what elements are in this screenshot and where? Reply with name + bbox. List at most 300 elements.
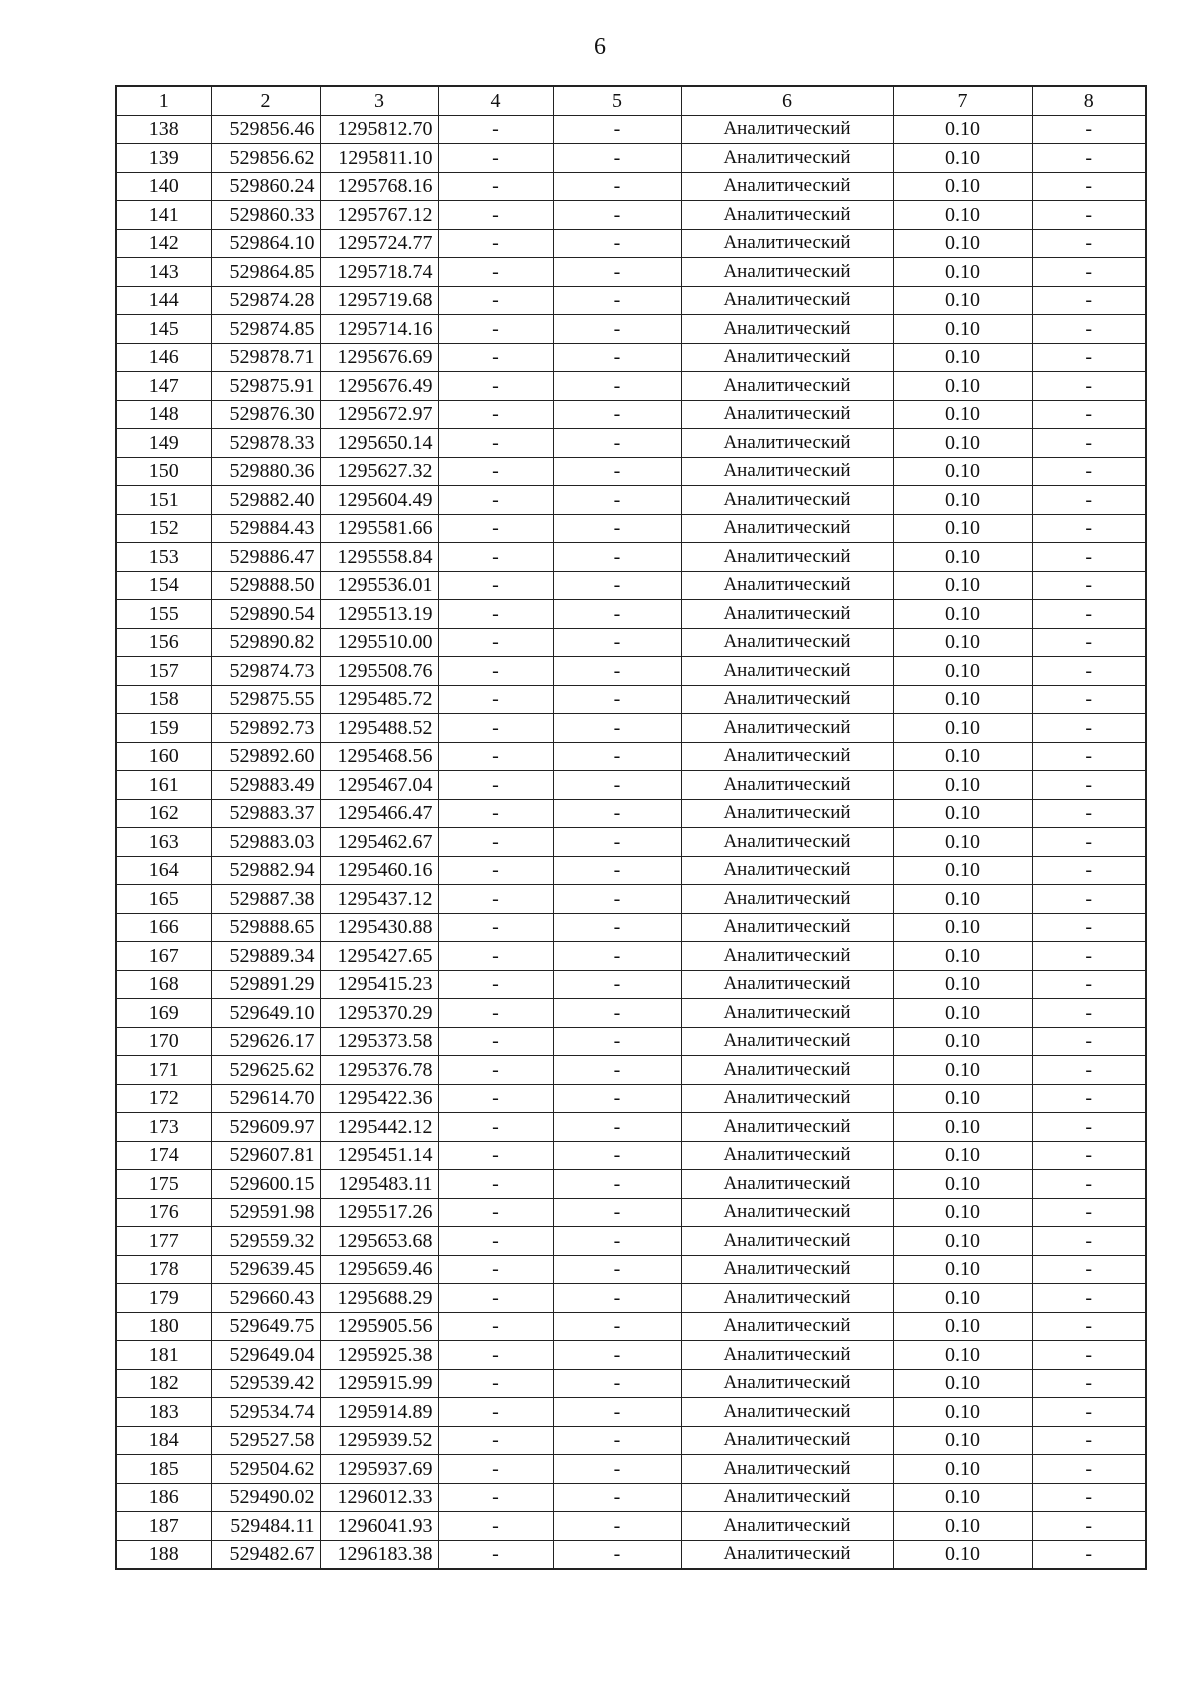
- col-4-value-cell: -: [438, 1284, 553, 1313]
- method-cell: Аналитический: [681, 457, 893, 486]
- point-number-cell: 183: [116, 1398, 211, 1427]
- coord-y-cell: 1295415.23: [320, 970, 438, 999]
- coord-y-cell: 1295768.16: [320, 172, 438, 201]
- point-number-cell: 162: [116, 799, 211, 828]
- column-header-4: 4: [438, 86, 553, 115]
- col-8-value-cell: -: [1032, 1512, 1146, 1541]
- col-4-value-cell: -: [438, 1056, 553, 1085]
- table-row: [116, 543, 1146, 572]
- col-8-value-cell: -: [1032, 1056, 1146, 1085]
- coord-y-cell: 1296041.93: [320, 1512, 438, 1541]
- col-5-value-cell: -: [553, 1455, 681, 1484]
- col-8-value-cell: -: [1032, 970, 1146, 999]
- accuracy-cell: 0.10: [893, 400, 1032, 429]
- col-8-value-cell: -: [1032, 1341, 1146, 1370]
- point-number-cell: 151: [116, 486, 211, 515]
- col-4-value-cell: -: [438, 771, 553, 800]
- coord-y-cell: 1295485.72: [320, 685, 438, 714]
- col-4-value-cell: -: [438, 657, 553, 686]
- col-5-value-cell: -: [553, 1483, 681, 1512]
- coord-x-cell: 529876.30: [211, 400, 320, 429]
- coord-x-cell: 529888.65: [211, 913, 320, 942]
- method-cell: Аналитический: [681, 315, 893, 344]
- coord-y-cell: 1295915.99: [320, 1369, 438, 1398]
- accuracy-cell: 0.10: [893, 1483, 1032, 1512]
- col-8-value-cell: -: [1032, 742, 1146, 771]
- coord-y-cell: 1295811.10: [320, 144, 438, 173]
- coord-x-cell: 529626.17: [211, 1027, 320, 1056]
- accuracy-cell: 0.10: [893, 429, 1032, 458]
- col-4-value-cell: -: [438, 1540, 553, 1569]
- table-row: [116, 600, 1146, 629]
- coord-y-cell: 1295914.89: [320, 1398, 438, 1427]
- method-cell: Аналитический: [681, 514, 893, 543]
- coord-y-cell: 1296183.38: [320, 1540, 438, 1569]
- table-row: [116, 628, 1146, 657]
- coord-y-cell: 1295468.56: [320, 742, 438, 771]
- method-cell: Аналитический: [681, 714, 893, 743]
- accuracy-cell: 0.10: [893, 1084, 1032, 1113]
- coord-y-cell: 1295812.70: [320, 115, 438, 144]
- accuracy-cell: 0.10: [893, 799, 1032, 828]
- accuracy-cell: 0.10: [893, 286, 1032, 315]
- col-5-value-cell: -: [553, 1255, 681, 1284]
- accuracy-cell: 0.10: [893, 571, 1032, 600]
- table-header-row: [116, 86, 1146, 115]
- table-row: [116, 400, 1146, 429]
- accuracy-cell: 0.10: [893, 970, 1032, 999]
- accuracy-cell: 0.10: [893, 201, 1032, 230]
- table-row: [116, 486, 1146, 515]
- table-row: [116, 913, 1146, 942]
- coord-x-cell: 529625.62: [211, 1056, 320, 1085]
- accuracy-cell: 0.10: [893, 1426, 1032, 1455]
- method-cell: Аналитический: [681, 1284, 893, 1313]
- table-row: [116, 714, 1146, 743]
- method-cell: Аналитический: [681, 771, 893, 800]
- point-number-cell: 171: [116, 1056, 211, 1085]
- col-5-value-cell: -: [553, 457, 681, 486]
- point-number-cell: 164: [116, 856, 211, 885]
- point-number-cell: 172: [116, 1084, 211, 1113]
- table-row: [116, 1198, 1146, 1227]
- accuracy-cell: 0.10: [893, 343, 1032, 372]
- point-number-cell: 163: [116, 828, 211, 857]
- point-number-cell: 160: [116, 742, 211, 771]
- col-5-value-cell: -: [553, 1426, 681, 1455]
- col-4-value-cell: -: [438, 229, 553, 258]
- coord-y-cell: 1296012.33: [320, 1483, 438, 1512]
- accuracy-cell: 0.10: [893, 457, 1032, 486]
- point-number-cell: 176: [116, 1198, 211, 1227]
- coord-x-cell: 529539.42: [211, 1369, 320, 1398]
- accuracy-cell: 0.10: [893, 1540, 1032, 1569]
- col-5-value-cell: -: [553, 657, 681, 686]
- col-5-value-cell: -: [553, 1084, 681, 1113]
- col-8-value-cell: -: [1032, 942, 1146, 971]
- coord-y-cell: 1295650.14: [320, 429, 438, 458]
- table-row: [116, 942, 1146, 971]
- point-number-cell: 148: [116, 400, 211, 429]
- col-5-value-cell: -: [553, 1341, 681, 1370]
- method-cell: Аналитический: [681, 1056, 893, 1085]
- col-8-value-cell: -: [1032, 115, 1146, 144]
- column-header-5: 5: [553, 86, 681, 115]
- coord-x-cell: 529639.45: [211, 1255, 320, 1284]
- col-5-value-cell: -: [553, 144, 681, 173]
- method-cell: Аналитический: [681, 942, 893, 971]
- coord-x-cell: 529860.24: [211, 172, 320, 201]
- table-row: [116, 1084, 1146, 1113]
- coord-x-cell: 529609.97: [211, 1113, 320, 1142]
- method-cell: Аналитический: [681, 1483, 893, 1512]
- col-5-value-cell: -: [553, 571, 681, 600]
- accuracy-cell: 0.10: [893, 828, 1032, 857]
- point-number-cell: 139: [116, 144, 211, 173]
- method-cell: Аналитический: [681, 999, 893, 1028]
- coord-x-cell: 529892.60: [211, 742, 320, 771]
- table-row: [116, 201, 1146, 230]
- method-cell: Аналитический: [681, 343, 893, 372]
- col-5-value-cell: -: [553, 115, 681, 144]
- method-cell: Аналитический: [681, 1027, 893, 1056]
- col-4-value-cell: -: [438, 1455, 553, 1484]
- coord-y-cell: 1295719.68: [320, 286, 438, 315]
- col-5-value-cell: -: [553, 714, 681, 743]
- method-cell: Аналитический: [681, 429, 893, 458]
- col-5-value-cell: -: [553, 799, 681, 828]
- table-body: [116, 115, 1146, 1569]
- point-number-cell: 184: [116, 1426, 211, 1455]
- coord-y-cell: 1295373.58: [320, 1027, 438, 1056]
- accuracy-cell: 0.10: [893, 1227, 1032, 1256]
- accuracy-cell: 0.10: [893, 999, 1032, 1028]
- coord-x-cell: 529875.91: [211, 372, 320, 401]
- table-row: [116, 685, 1146, 714]
- col-4-value-cell: -: [438, 742, 553, 771]
- coord-x-cell: 529878.71: [211, 343, 320, 372]
- coord-x-cell: 529504.62: [211, 1455, 320, 1484]
- table-row: [116, 1227, 1146, 1256]
- col-4-value-cell: -: [438, 1113, 553, 1142]
- col-4-value-cell: -: [438, 400, 553, 429]
- point-number-cell: 147: [116, 372, 211, 401]
- coord-y-cell: 1295536.01: [320, 571, 438, 600]
- point-number-cell: 166: [116, 913, 211, 942]
- method-cell: Аналитический: [681, 1198, 893, 1227]
- coord-x-cell: 529875.55: [211, 685, 320, 714]
- column-header-8: 8: [1032, 86, 1146, 115]
- col-5-value-cell: -: [553, 771, 681, 800]
- col-5-value-cell: -: [553, 942, 681, 971]
- table-row: [116, 315, 1146, 344]
- coord-y-cell: 1295376.78: [320, 1056, 438, 1085]
- col-4-value-cell: -: [438, 1483, 553, 1512]
- col-5-value-cell: -: [553, 1198, 681, 1227]
- coord-x-cell: 529591.98: [211, 1198, 320, 1227]
- method-cell: Аналитический: [681, 1540, 893, 1569]
- point-number-cell: 179: [116, 1284, 211, 1313]
- col-8-value-cell: -: [1032, 771, 1146, 800]
- page-number: 6: [594, 34, 606, 60]
- accuracy-cell: 0.10: [893, 115, 1032, 144]
- col-4-value-cell: -: [438, 685, 553, 714]
- col-5-value-cell: -: [553, 856, 681, 885]
- coord-x-cell: 529856.46: [211, 115, 320, 144]
- method-cell: Аналитический: [681, 1255, 893, 1284]
- col-5-value-cell: -: [553, 315, 681, 344]
- coord-y-cell: 1295508.76: [320, 657, 438, 686]
- table-row: [116, 229, 1146, 258]
- accuracy-cell: 0.10: [893, 885, 1032, 914]
- coord-x-cell: 529660.43: [211, 1284, 320, 1313]
- col-8-value-cell: -: [1032, 571, 1146, 600]
- col-4-value-cell: -: [438, 1512, 553, 1541]
- method-cell: Аналитический: [681, 970, 893, 999]
- coord-y-cell: 1295925.38: [320, 1341, 438, 1370]
- coord-y-cell: 1295422.36: [320, 1084, 438, 1113]
- col-8-value-cell: -: [1032, 1398, 1146, 1427]
- point-number-cell: 156: [116, 628, 211, 657]
- col-8-value-cell: -: [1032, 1255, 1146, 1284]
- column-header-3: 3: [320, 86, 438, 115]
- col-4-value-cell: -: [438, 1027, 553, 1056]
- col-4-value-cell: -: [438, 714, 553, 743]
- point-number-cell: 155: [116, 600, 211, 629]
- col-4-value-cell: -: [438, 372, 553, 401]
- point-number-cell: 180: [116, 1312, 211, 1341]
- col-8-value-cell: -: [1032, 1483, 1146, 1512]
- method-cell: Аналитический: [681, 1170, 893, 1199]
- method-cell: Аналитический: [681, 856, 893, 885]
- coord-y-cell: 1295467.04: [320, 771, 438, 800]
- table-row: [116, 771, 1146, 800]
- col-8-value-cell: -: [1032, 1227, 1146, 1256]
- table-row: [116, 172, 1146, 201]
- col-5-value-cell: -: [553, 1312, 681, 1341]
- method-cell: Аналитический: [681, 1426, 893, 1455]
- table-row: [116, 343, 1146, 372]
- point-number-cell: 167: [116, 942, 211, 971]
- method-cell: Аналитический: [681, 258, 893, 287]
- col-4-value-cell: -: [438, 115, 553, 144]
- method-cell: Аналитический: [681, 229, 893, 258]
- method-cell: Аналитический: [681, 400, 893, 429]
- col-8-value-cell: -: [1032, 714, 1146, 743]
- coord-x-cell: 529484.11: [211, 1512, 320, 1541]
- col-8-value-cell: -: [1032, 1170, 1146, 1199]
- accuracy-cell: 0.10: [893, 486, 1032, 515]
- col-4-value-cell: -: [438, 201, 553, 230]
- coord-y-cell: 1295767.12: [320, 201, 438, 230]
- col-8-value-cell: -: [1032, 1284, 1146, 1313]
- col-4-value-cell: -: [438, 1312, 553, 1341]
- coord-x-cell: 529887.38: [211, 885, 320, 914]
- accuracy-cell: 0.10: [893, 1113, 1032, 1142]
- coord-y-cell: 1295430.88: [320, 913, 438, 942]
- coord-y-cell: 1295724.77: [320, 229, 438, 258]
- col-8-value-cell: -: [1032, 315, 1146, 344]
- coord-x-cell: 529864.85: [211, 258, 320, 287]
- table-row: [116, 1284, 1146, 1313]
- coord-x-cell: 529874.85: [211, 315, 320, 344]
- col-8-value-cell: -: [1032, 429, 1146, 458]
- point-number-cell: 150: [116, 457, 211, 486]
- col-5-value-cell: -: [553, 742, 681, 771]
- accuracy-cell: 0.10: [893, 229, 1032, 258]
- method-cell: Аналитический: [681, 571, 893, 600]
- col-4-value-cell: -: [438, 343, 553, 372]
- point-number-cell: 143: [116, 258, 211, 287]
- col-4-value-cell: -: [438, 1198, 553, 1227]
- col-4-value-cell: -: [438, 1227, 553, 1256]
- accuracy-cell: 0.10: [893, 543, 1032, 572]
- col-8-value-cell: -: [1032, 1312, 1146, 1341]
- point-number-cell: 153: [116, 543, 211, 572]
- col-8-value-cell: -: [1032, 1113, 1146, 1142]
- col-8-value-cell: -: [1032, 628, 1146, 657]
- table-row: [116, 1113, 1146, 1142]
- coord-y-cell: 1295558.84: [320, 543, 438, 572]
- accuracy-cell: 0.10: [893, 913, 1032, 942]
- table-row: [116, 856, 1146, 885]
- column-header-1: 1: [116, 86, 211, 115]
- coord-y-cell: 1295437.12: [320, 885, 438, 914]
- coord-y-cell: 1295510.00: [320, 628, 438, 657]
- table-row: [116, 1341, 1146, 1370]
- point-number-cell: 159: [116, 714, 211, 743]
- coord-x-cell: 529883.37: [211, 799, 320, 828]
- coord-x-cell: 529884.43: [211, 514, 320, 543]
- point-number-cell: 158: [116, 685, 211, 714]
- accuracy-cell: 0.10: [893, 600, 1032, 629]
- col-8-value-cell: -: [1032, 286, 1146, 315]
- coord-x-cell: 529888.50: [211, 571, 320, 600]
- method-cell: Аналитический: [681, 628, 893, 657]
- coord-y-cell: 1295905.56: [320, 1312, 438, 1341]
- col-5-value-cell: -: [553, 372, 681, 401]
- accuracy-cell: 0.10: [893, 628, 1032, 657]
- col-8-value-cell: -: [1032, 1141, 1146, 1170]
- method-cell: Аналитический: [681, 1369, 893, 1398]
- col-5-value-cell: -: [553, 685, 681, 714]
- col-4-value-cell: -: [438, 286, 553, 315]
- col-8-value-cell: -: [1032, 372, 1146, 401]
- col-5-value-cell: -: [553, 1056, 681, 1085]
- point-number-cell: 140: [116, 172, 211, 201]
- accuracy-cell: 0.10: [893, 1398, 1032, 1427]
- method-cell: Аналитический: [681, 486, 893, 515]
- col-4-value-cell: -: [438, 429, 553, 458]
- coord-x-cell: 529882.40: [211, 486, 320, 515]
- col-5-value-cell: -: [553, 400, 681, 429]
- accuracy-cell: 0.10: [893, 172, 1032, 201]
- coord-y-cell: 1295517.26: [320, 1198, 438, 1227]
- coord-y-cell: 1295451.14: [320, 1141, 438, 1170]
- col-5-value-cell: -: [553, 514, 681, 543]
- coord-x-cell: 529890.82: [211, 628, 320, 657]
- coord-y-cell: 1295604.49: [320, 486, 438, 515]
- col-5-value-cell: -: [553, 828, 681, 857]
- col-8-value-cell: -: [1032, 400, 1146, 429]
- table-row: [116, 429, 1146, 458]
- table-row: [116, 1455, 1146, 1484]
- coord-x-cell: 529490.02: [211, 1483, 320, 1512]
- col-5-value-cell: -: [553, 1027, 681, 1056]
- coord-x-cell: 529527.58: [211, 1426, 320, 1455]
- point-number-cell: 141: [116, 201, 211, 230]
- method-cell: Аналитический: [681, 172, 893, 201]
- coord-x-cell: 529614.70: [211, 1084, 320, 1113]
- table-row: [116, 1141, 1146, 1170]
- point-number-cell: 142: [116, 229, 211, 258]
- coord-x-cell: 529874.73: [211, 657, 320, 686]
- col-8-value-cell: -: [1032, 514, 1146, 543]
- col-8-value-cell: -: [1032, 799, 1146, 828]
- col-4-value-cell: -: [438, 828, 553, 857]
- method-cell: Аналитический: [681, 1398, 893, 1427]
- col-4-value-cell: -: [438, 1141, 553, 1170]
- accuracy-cell: 0.10: [893, 1141, 1032, 1170]
- col-4-value-cell: -: [438, 856, 553, 885]
- method-cell: Аналитический: [681, 913, 893, 942]
- coord-x-cell: 529886.47: [211, 543, 320, 572]
- col-4-value-cell: -: [438, 258, 553, 287]
- col-5-value-cell: -: [553, 1170, 681, 1199]
- method-cell: Аналитический: [681, 201, 893, 230]
- table-row: [116, 286, 1146, 315]
- col-4-value-cell: -: [438, 457, 553, 486]
- col-4-value-cell: -: [438, 1341, 553, 1370]
- point-number-cell: 188: [116, 1540, 211, 1569]
- coord-x-cell: 529882.94: [211, 856, 320, 885]
- table-row: [116, 1170, 1146, 1199]
- col-8-value-cell: -: [1032, 201, 1146, 230]
- col-4-value-cell: -: [438, 315, 553, 344]
- coord-y-cell: 1295581.66: [320, 514, 438, 543]
- accuracy-cell: 0.10: [893, 771, 1032, 800]
- table-row: [116, 828, 1146, 857]
- accuracy-cell: 0.10: [893, 144, 1032, 173]
- col-5-value-cell: -: [553, 1540, 681, 1569]
- accuracy-cell: 0.10: [893, 372, 1032, 401]
- point-number-cell: 175: [116, 1170, 211, 1199]
- coord-x-cell: 529534.74: [211, 1398, 320, 1427]
- col-4-value-cell: -: [438, 970, 553, 999]
- col-5-value-cell: -: [553, 1369, 681, 1398]
- column-header-2: 2: [211, 86, 320, 115]
- table-row: [116, 1027, 1146, 1056]
- method-cell: Аналитический: [681, 1312, 893, 1341]
- col-8-value-cell: -: [1032, 999, 1146, 1028]
- table-row: [116, 799, 1146, 828]
- point-number-cell: 174: [116, 1141, 211, 1170]
- col-5-value-cell: -: [553, 172, 681, 201]
- accuracy-cell: 0.10: [893, 1369, 1032, 1398]
- coord-x-cell: 529607.81: [211, 1141, 320, 1170]
- method-cell: Аналитический: [681, 799, 893, 828]
- col-5-value-cell: -: [553, 628, 681, 657]
- method-cell: Аналитический: [681, 1141, 893, 1170]
- point-number-cell: 149: [116, 429, 211, 458]
- coord-y-cell: 1295483.11: [320, 1170, 438, 1199]
- col-8-value-cell: -: [1032, 600, 1146, 629]
- point-number-cell: 173: [116, 1113, 211, 1142]
- col-8-value-cell: -: [1032, 486, 1146, 515]
- coord-x-cell: 529860.33: [211, 201, 320, 230]
- coord-x-cell: 529559.32: [211, 1227, 320, 1256]
- col-5-value-cell: -: [553, 600, 681, 629]
